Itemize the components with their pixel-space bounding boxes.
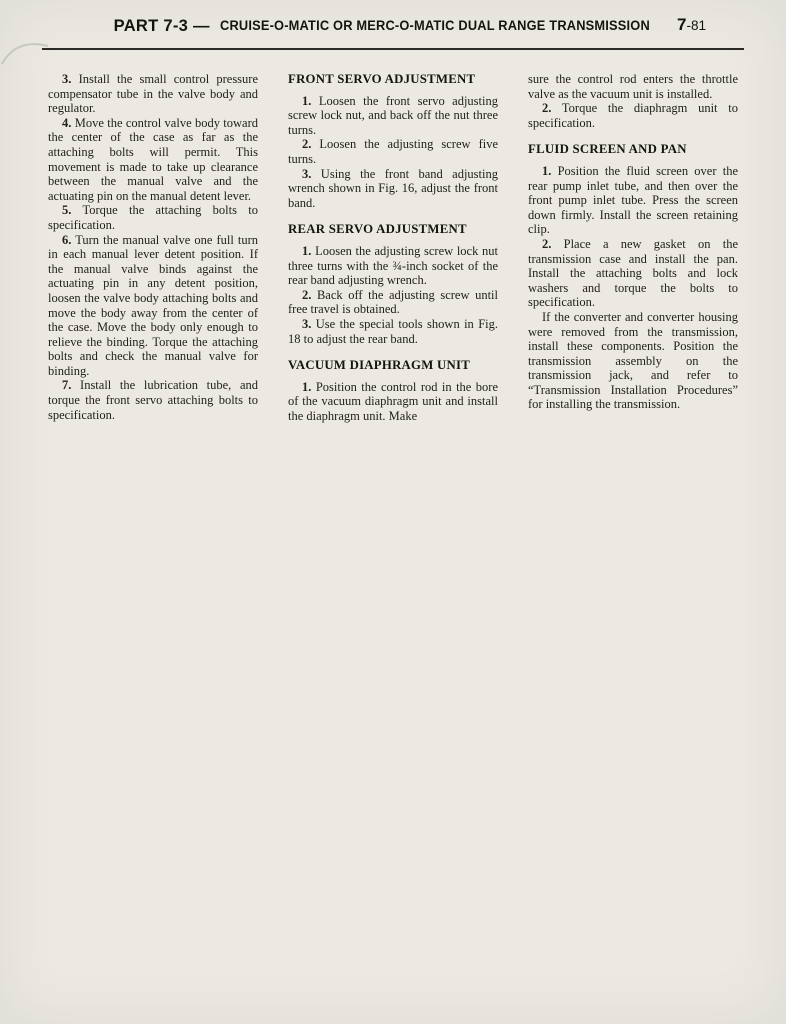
- column-3: [528, 72, 738, 423]
- step-paragraph: [288, 380, 498, 424]
- step-text: Loosen the adjusting screw lock nut three turns with the ¾-inch socket of the rear band adjusting wrench.: [288, 243, 499, 288]
- page-header: [0, 0, 786, 45]
- step-paragraph: [48, 233, 258, 379]
- step-text: Using the front band adjusting wrench shown in Fig. 16, adjust the front band.: [288, 166, 498, 210]
- step-paragraph: [48, 378, 258, 422]
- body-paragraph: [528, 310, 738, 412]
- column-1: [48, 72, 258, 423]
- page-number-major: 7: [677, 15, 687, 34]
- step-number: 2.: [302, 287, 312, 302]
- header-title: CRUISE-O-MATIC OR MERC-O-MATIC DUAL RANGE TRANSMISSION: [219, 18, 650, 33]
- step-number: 3.: [302, 316, 312, 331]
- step-number: 4.: [62, 115, 72, 130]
- section-heading: VACUUM DIAPHRAGM UNIT: [288, 358, 471, 373]
- step-text: Install the small control pressure compensator tube in the valve body and regulator.: [48, 72, 259, 116]
- step-number: 2.: [542, 101, 552, 116]
- step-text: Place a new gasket on the transmission case and install the pan. Install the attaching bolts and lock washers and torque the bolts to specification.: [528, 236, 738, 310]
- step-number: 2.: [542, 236, 552, 251]
- page-number-minor: -81: [686, 18, 706, 33]
- section-heading: REAR SERVO ADJUSTMENT: [288, 222, 467, 237]
- step-paragraph: [288, 137, 498, 166]
- section-heading: FLUID SCREEN AND PAN: [528, 142, 687, 157]
- step-paragraph: [288, 94, 498, 138]
- step-number: 7.: [62, 378, 72, 393]
- step-number: 1.: [542, 163, 552, 178]
- step-text: Loosen the front servo adjusting screw lock nut, and back off the nut three turns.: [288, 93, 498, 137]
- step-text: Back off the adjusting screw until free travel is obtained.: [288, 287, 498, 317]
- step-text: Torque the attaching bolts to specification.: [48, 203, 258, 232]
- step-text: Position the fluid screen over the rear pump inlet tube, and then over the front pump inlet tube. Press the screen down firmly. Install the screen retaining clip.: [528, 163, 738, 237]
- step-paragraph: [528, 164, 738, 237]
- step-paragraph: [48, 116, 258, 204]
- step-text: Position the control rod in the bore of the vacuum diaphragm unit and install the diaphragm unit. Make: [288, 379, 499, 423]
- step-text: Use the special tools shown in Fig. 18 to adjust the rear band.: [288, 316, 498, 346]
- page-number: [677, 15, 706, 35]
- paragraph-text: sure the control rod enters the throttle valve as the vacuum unit is installed.: [528, 72, 738, 101]
- step-paragraph: [288, 317, 498, 346]
- step-number: 6.: [62, 232, 72, 247]
- step-number: 2.: [302, 137, 312, 152]
- step-text: Torque the diaphragm unit to specification.: [528, 101, 738, 130]
- section-heading: FRONT SERVO ADJUSTMENT: [288, 72, 476, 86]
- step-text: Loosen the adjusting screw five turns.: [288, 137, 499, 166]
- step-paragraph: [288, 244, 498, 288]
- paragraph-text: If the converter and converter housing were removed from the transmission, install these components. Position the transmission assembly on the transmission jack, and refer to “Transmission Installation Procedures” for installing the transmission.: [528, 309, 738, 412]
- step-paragraph: [288, 288, 498, 317]
- step-number: 5.: [62, 203, 72, 218]
- step-number: 1.: [302, 243, 312, 258]
- step-text: Turn the manual valve one full turn in each manual lever detent position. If the manual valve binds against the actuating pin in any detent position, loosen the valve body attaching bolts and move the body away from the center of the case. Move the body only enough to relieve the binding. Torque the attaching bolts and check the manual valve for binding.: [48, 232, 258, 378]
- step-paragraph: [288, 167, 498, 211]
- part-label: PART 7-3 —: [113, 17, 210, 35]
- step-paragraph: [528, 237, 738, 310]
- step-text: Move the control valve body toward the center of the case as far as the attaching bolts will permit. This movement is made to take up clearance between the manual valve and the actuating pin on the manual detent lever.: [48, 115, 259, 203]
- step-number: 1.: [302, 379, 312, 394]
- step-paragraph: [48, 203, 258, 232]
- step-paragraph: [48, 72, 258, 116]
- step-text: Install the lubrication tube, and torque the front servo attaching bolts to specification.: [48, 378, 259, 422]
- step-paragraph: [528, 101, 738, 130]
- content-columns: [0, 50, 786, 423]
- step-number: 3.: [62, 72, 72, 86]
- body-paragraph: [528, 72, 738, 101]
- step-number: 3.: [302, 166, 312, 181]
- column-2: [288, 72, 498, 423]
- step-number: 1.: [302, 93, 312, 108]
